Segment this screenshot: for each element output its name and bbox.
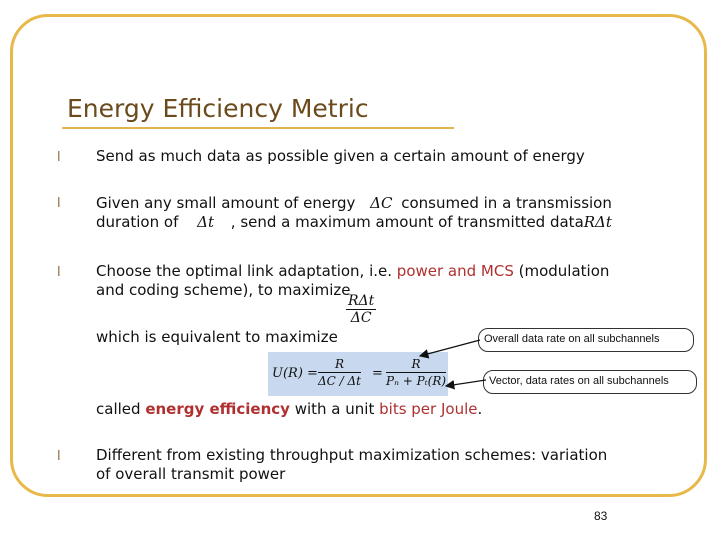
energy-efficiency-term: energy efficiency [145,400,290,418]
page-number: 83 [594,509,608,523]
bullet-3-called [96,400,482,419]
fraction-denominator: ΔC [350,310,372,326]
bullet-marker: l [57,449,61,464]
bullet-3-equivalent: which is equivalent to maximize [96,328,338,346]
eq-f1-denominator: ΔC / Δt [318,374,362,388]
bullet-3-line-2: and coding scheme), to maximize [96,281,351,299]
math-delta-t: Δt [197,213,215,231]
called-end: . [477,400,483,418]
eq-f1-numerator: R [318,356,361,373]
called-text: called [96,400,141,418]
callout-vector-data-rates: Vector, data rates on all subchannels [489,375,669,387]
eq-f2-denominator: Pₙ + Pₜ(R) [386,374,447,388]
bullet-3-highlight: power and MCS [396,262,514,280]
math-delta-c: ΔC [370,194,393,212]
bullet-marker: l [57,196,61,211]
unit-text: with a unit [294,400,375,418]
slide-title: Energy Efficiency Metric [67,94,369,123]
bullet-2-text-d: , send a maximum amount of transmitted data [230,213,584,231]
equation-lhs: U(R) = [272,366,318,381]
bullet-2-text-a: Given any small amount of energy [96,194,356,212]
bullet-2-text-b: consumed in a transmission [401,194,612,212]
arrow-to-r [420,340,480,356]
equation-equals: = [372,366,383,381]
unit-highlight: bits per Joule [379,400,478,418]
bullet-marker: l [57,150,61,165]
math-r-delta-t: RΔt [583,213,612,231]
bullet-1-text: Send as much data as possible given a certain amount of energy [96,147,585,165]
callout-overall-data-rate: Overall data rate on all subchannels [484,333,660,345]
fraction-numerator: RΔt [348,293,375,309]
bullet-3-text-a: Choose the optimal link adaptation, i.e. [96,262,393,280]
bullet-3-text-b: (modulation [518,262,610,280]
bullet-marker: l [57,265,61,280]
bullet-4-line-2: of overall transmit power [96,465,286,483]
bullet-4-line-1: Different from existing throughput maximization schemes: variation [96,446,608,464]
bullet-2-text-c: duration of [96,213,179,231]
arrow-to-vector-r [446,380,486,386]
eq-f2-numerator: R [386,356,446,373]
